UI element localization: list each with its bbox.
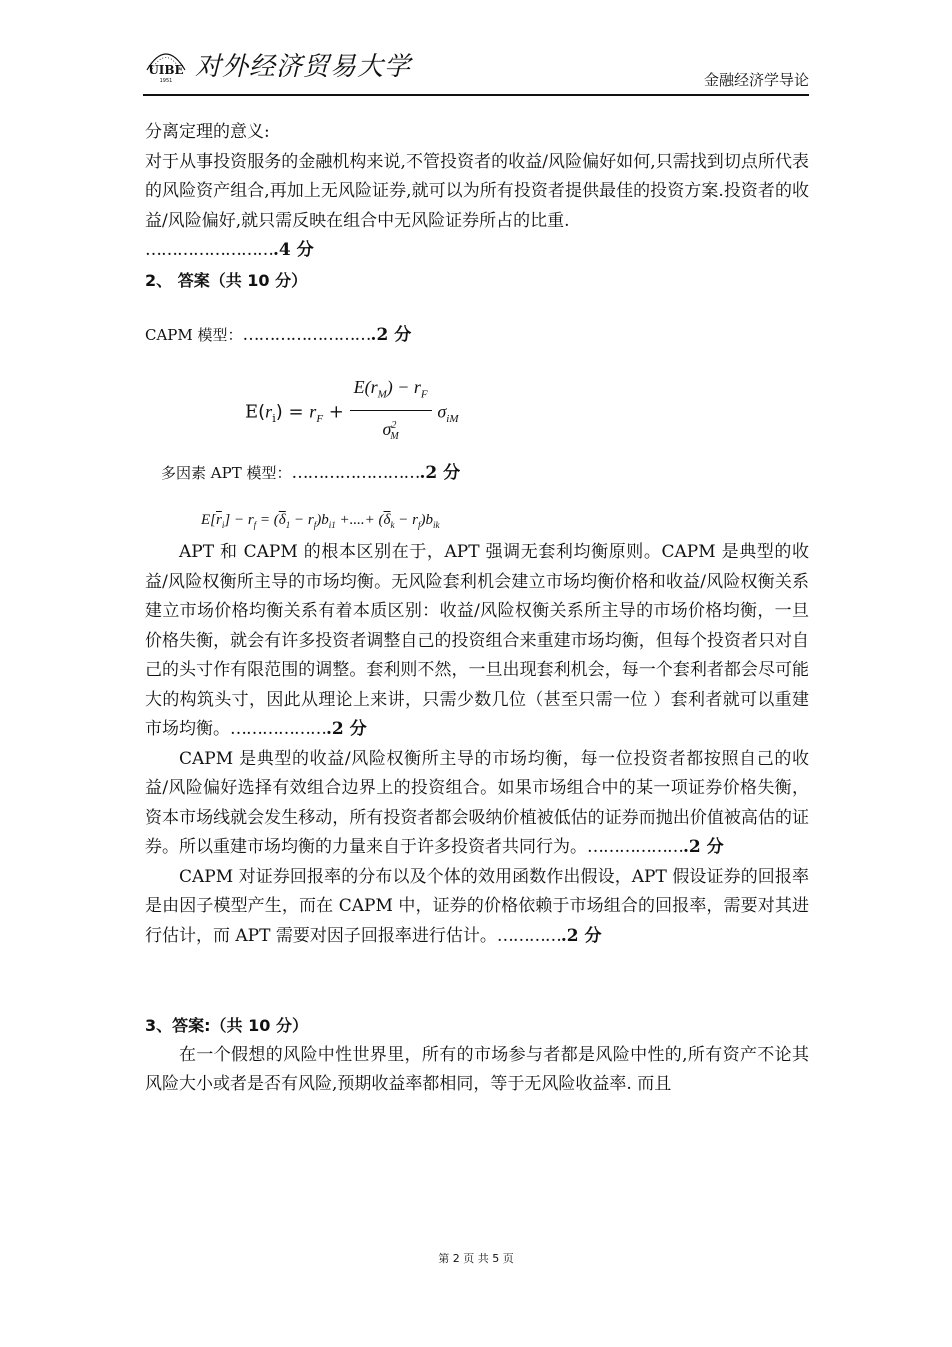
university-name: 对外经济贸易大学 <box>195 52 412 82</box>
logo-text: UIBE <box>148 63 184 77</box>
capm-label: CAPM 模型： <box>145 326 243 344</box>
page-footer: 第 2 页 共 5 页 <box>438 1252 514 1265</box>
capm-fraction: $\frac{E(r_M) - r_F}{\sigma^2_M}$ <box>350 373 432 452</box>
section2-para1 <box>145 538 809 745</box>
logo-year: 1951 <box>159 78 173 84</box>
section2-para3 <box>145 863 809 952</box>
section3-heading: 3、答案:（共 10 分） <box>145 1016 308 1035</box>
para2-dots: ……………… <box>587 837 683 857</box>
section1-score-line <box>145 236 809 266</box>
page-header <box>143 40 809 96</box>
para3-dots: ………… <box>496 925 561 946</box>
para2-score: .2 分 <box>683 837 724 857</box>
para3-text: CAPM 对证券回报率的分布以及个体的效用函数作出假设，APT 假设证券的回报率是由因子模型产生，而在 CAPM 中，证券的价格依赖于市场组合的回报率，需要对其进行估计，而 APT 需要对因子回报率进行估计。 <box>145 866 809 946</box>
para1-text: APT 和 CAPM 的根本区别在于，APT 强调无套利均衡原则。CAPM 是典型的收益/风险权衡所主导的市场均衡。无风险套利机会建立市场均衡价格和收益/风险权衡关系建立市场价格均衡关系有着本质区别：收益/风险权衡关系所主导的市场价格均衡，一旦价格失衡，就会有许多投资者调整自己的投资组合来重建市场均衡，但每个投资者只对自己的头寸作有限范围的调整。套利则不然，一旦出现套利机会，每一个套利者都会尽可能大的构筑头寸，因此从理论上来讲，只需少数几位（甚至只需一位 ）套利者就可以重建市场均衡。 <box>145 542 809 739</box>
apt-label-line <box>145 459 809 489</box>
para1-score: .2 分 <box>326 719 367 739</box>
apt-score: .2 分 <box>419 462 461 483</box>
section2-para2 <box>145 745 809 863</box>
para3-score: .2 分 <box>560 925 602 946</box>
course-title: 金融经济学导论 <box>703 71 809 89</box>
section2-heading: 2、 答案（共 10 分） <box>145 270 308 290</box>
university-logo <box>143 44 189 88</box>
section1-body <box>145 148 809 237</box>
para1-dots: ……………… <box>230 719 326 739</box>
capm-label-line <box>145 321 809 351</box>
section1-text: 对于从事投资服务的金融机构来说,不管投资者的收益/风险偏好如何,只需找到切点所代表的风险资产组合,再加上无风险证券,就可以为所有投资者提供最佳的投资方案.投资者的收益/风险偏好,就只需反映在组合中无风险证券所占的比重. <box>145 151 809 231</box>
section1-title: 分离定理的意义: <box>145 122 270 142</box>
section3-body: 在一个假想的风险中性世界里，所有的市场参与者都是风险中性的,所有资产不论其风险大小或者是否有风险,预期收益率都相同，等于无风险收益率. 而且 <box>145 1044 809 1094</box>
apt-formula: $E[\overline{r}_i] - r_f = (\overline{\delta}_1 - r_f)b_{i1}$ +....+ $(\overline{\delta}_k - r_f)b_{ik}$ <box>201 512 440 530</box>
apt-dots: …………………… <box>291 462 420 483</box>
para2-text: CAPM 是典型的收益/风险权衡所主导的市场均衡，每一位投资者都按照自己的收益/风险偏好选择有效组合边界上的投资组合。如果市场组合中的某一项证券价格失衡，资本市场线就会发生移动，所有投资者都会吸纳价植被低估的证券而抛出价值被高估的证券。所以重建市场均衡的力量来自于许多投资者共同行为。 <box>145 748 809 857</box>
section1-score: .4 分 <box>273 240 314 260</box>
capm-dots: …………………… <box>242 325 371 345</box>
capm-formula: $E(r_i) = r_F$ + $\frac{E(r_M) - r_F}{\sigma^2_M}$ $\sigma_{iM}$ <box>245 373 809 443</box>
university-seal-icon <box>143 44 189 84</box>
apt-label: 多因素 APT 模型： <box>161 463 292 482</box>
capm-score: .2 分 <box>370 325 412 345</box>
section1-dots: …………………… <box>145 240 273 260</box>
page-content <box>145 118 809 1100</box>
